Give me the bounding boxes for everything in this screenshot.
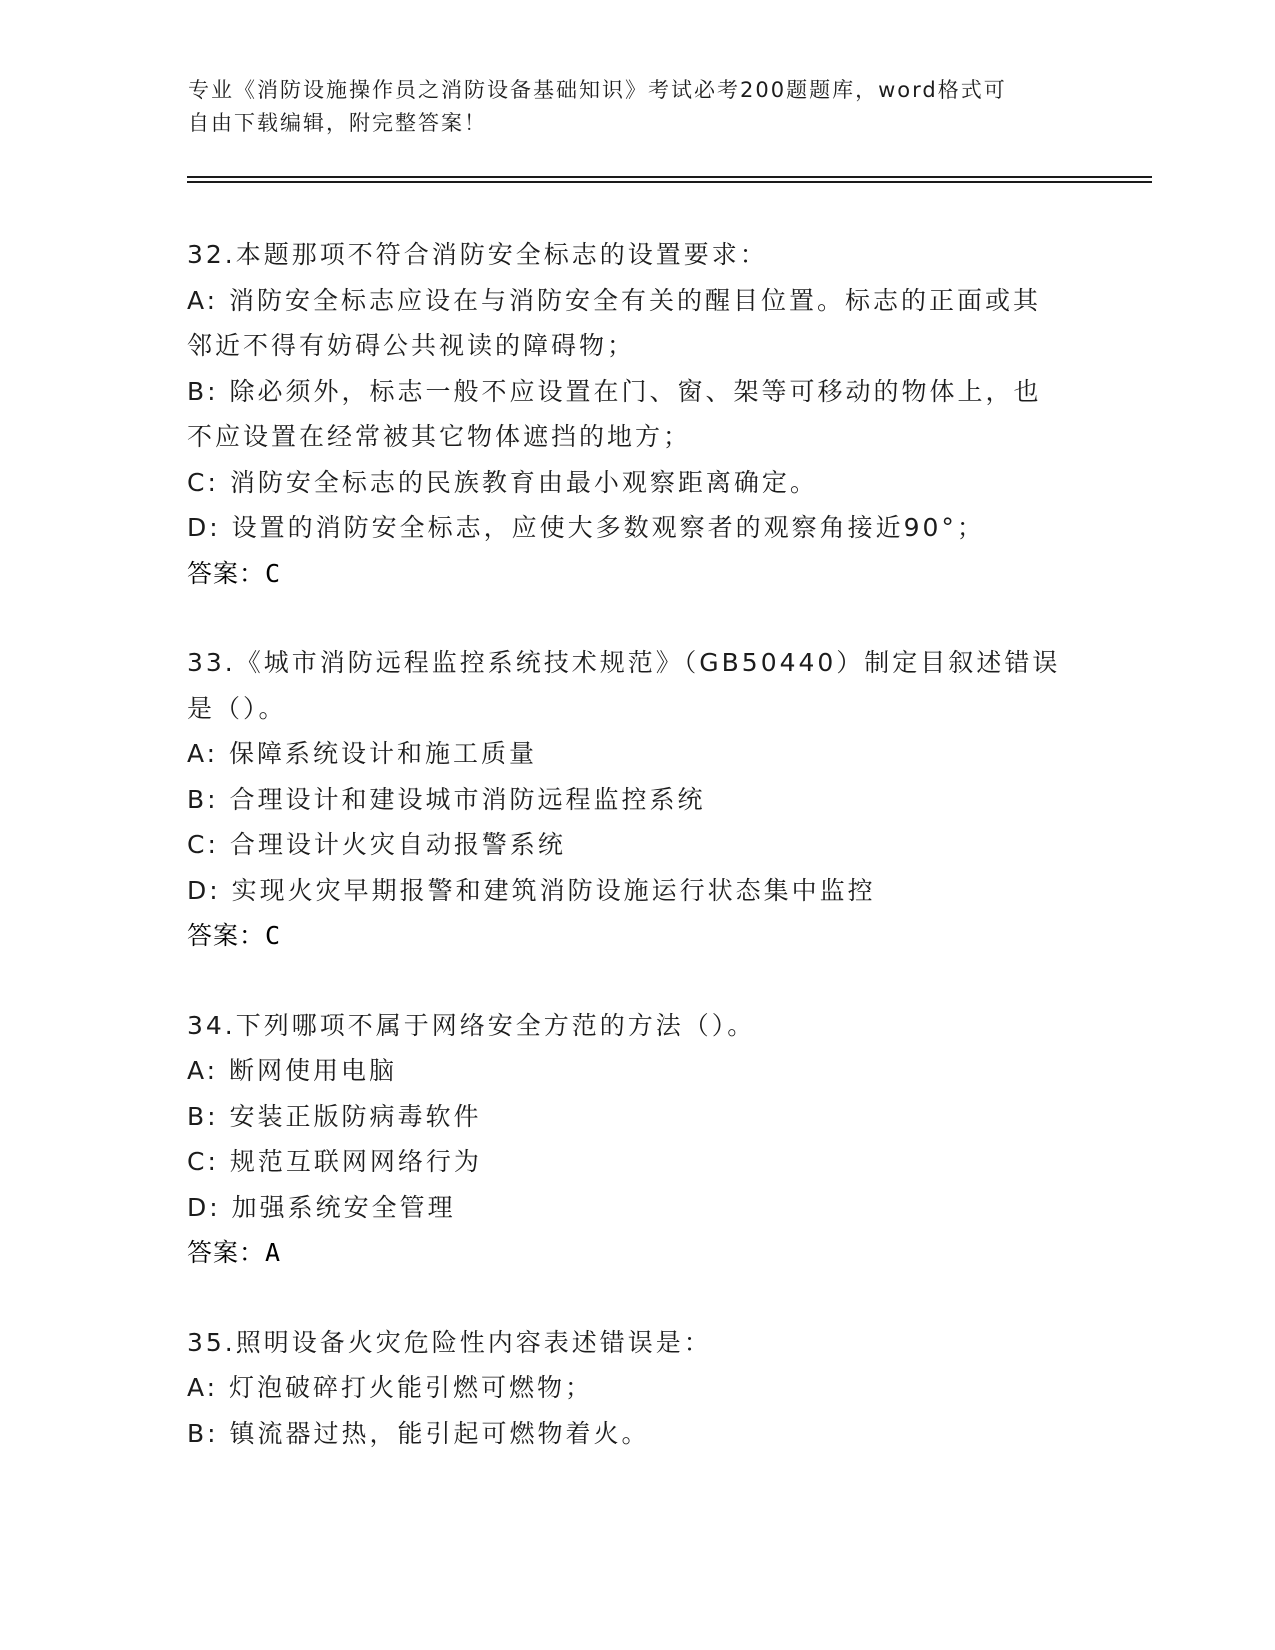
header-line-1: 专业《消防设施操作员之消防设备基础知识》考试必考200题题库，word格式可: [188, 78, 1007, 102]
option-line: B: 镇流器过热，能引起可燃物着火。: [187, 1418, 650, 1448]
header-divider-bottom: [187, 181, 1152, 183]
question-block: [187, 232, 1087, 596]
answer-label: 答案：: [187, 921, 266, 950]
answer-value: C: [265, 921, 282, 950]
option-line: B: 除必须外，标志一般不应设置在门、窗、架等可移动的物体上，也: [187, 376, 1042, 406]
question-stem: 33.《城市消防远程监控系统技术规范》（GB50440）制定目叙述错误: [187, 648, 1061, 677]
header-line-2: 自由下载编辑，附完整答案！: [188, 111, 487, 135]
option-line: 不应设置在经常被其它物体遮挡的地方；: [187, 422, 692, 451]
option-line: D: 设置的消防安全标志，应使大多数观察者的观察角接近90°；: [187, 513, 985, 542]
option-line: D: 加强系统安全管理: [187, 1192, 456, 1222]
option-line: A: 消防安全标志应设在与消防安全有关的醒目位置。标志的正面或其: [187, 285, 1042, 315]
option-line: B: 安装正版防病毒软件: [187, 1101, 482, 1131]
option-line: A: 灯泡破碎打火能引燃可燃物；: [187, 1373, 594, 1402]
option-line: D: 实现火灾早期报警和建筑消防设施运行状态集中监控: [187, 875, 876, 905]
option-line: C: 消防安全标志的民族教育由最小观察距离确定。: [187, 467, 818, 497]
option-line: C: 合理设计火灾自动报警系统: [187, 830, 566, 859]
option-line: A: 保障系统设计和施工质量: [187, 739, 538, 768]
question-spacer: [187, 596, 1087, 640]
question-stem: 35.照明设备火灾危险性内容表述错误是：: [187, 1327, 712, 1357]
answer-value: C: [265, 558, 282, 588]
header-divider-top: [187, 176, 1152, 178]
question-block: [187, 1320, 1087, 1457]
document-header: [188, 74, 1068, 140]
question-list: [187, 232, 1087, 1456]
option-line: B: 合理设计和建设城市消防远程监控系统: [187, 784, 706, 814]
answer-line: [187, 551, 1087, 597]
question-stem: 34.下列哪项不属于网络安全方范的方法（）。: [187, 1010, 756, 1040]
option-line: A: 断网使用电脑: [187, 1056, 398, 1085]
option-line: C: 规范互联网网络行为: [187, 1147, 482, 1176]
answer-line: [187, 913, 1087, 959]
question-block: [187, 640, 1087, 959]
option-line: 邻近不得有妨碍公共视读的障碍物；: [187, 331, 636, 360]
answer-value: A: [265, 1238, 282, 1267]
answer-line: [187, 1230, 1087, 1276]
question-spacer: [187, 959, 1087, 1003]
question-stem: 32.本题那项不符合消防安全标志的设置要求：: [187, 240, 768, 269]
question-block: [187, 1003, 1087, 1276]
answer-label: 答案：: [187, 558, 266, 588]
answer-label: 答案：: [187, 1238, 266, 1267]
question-spacer: [187, 1276, 1087, 1320]
question-stem: 是（）。: [187, 693, 287, 723]
